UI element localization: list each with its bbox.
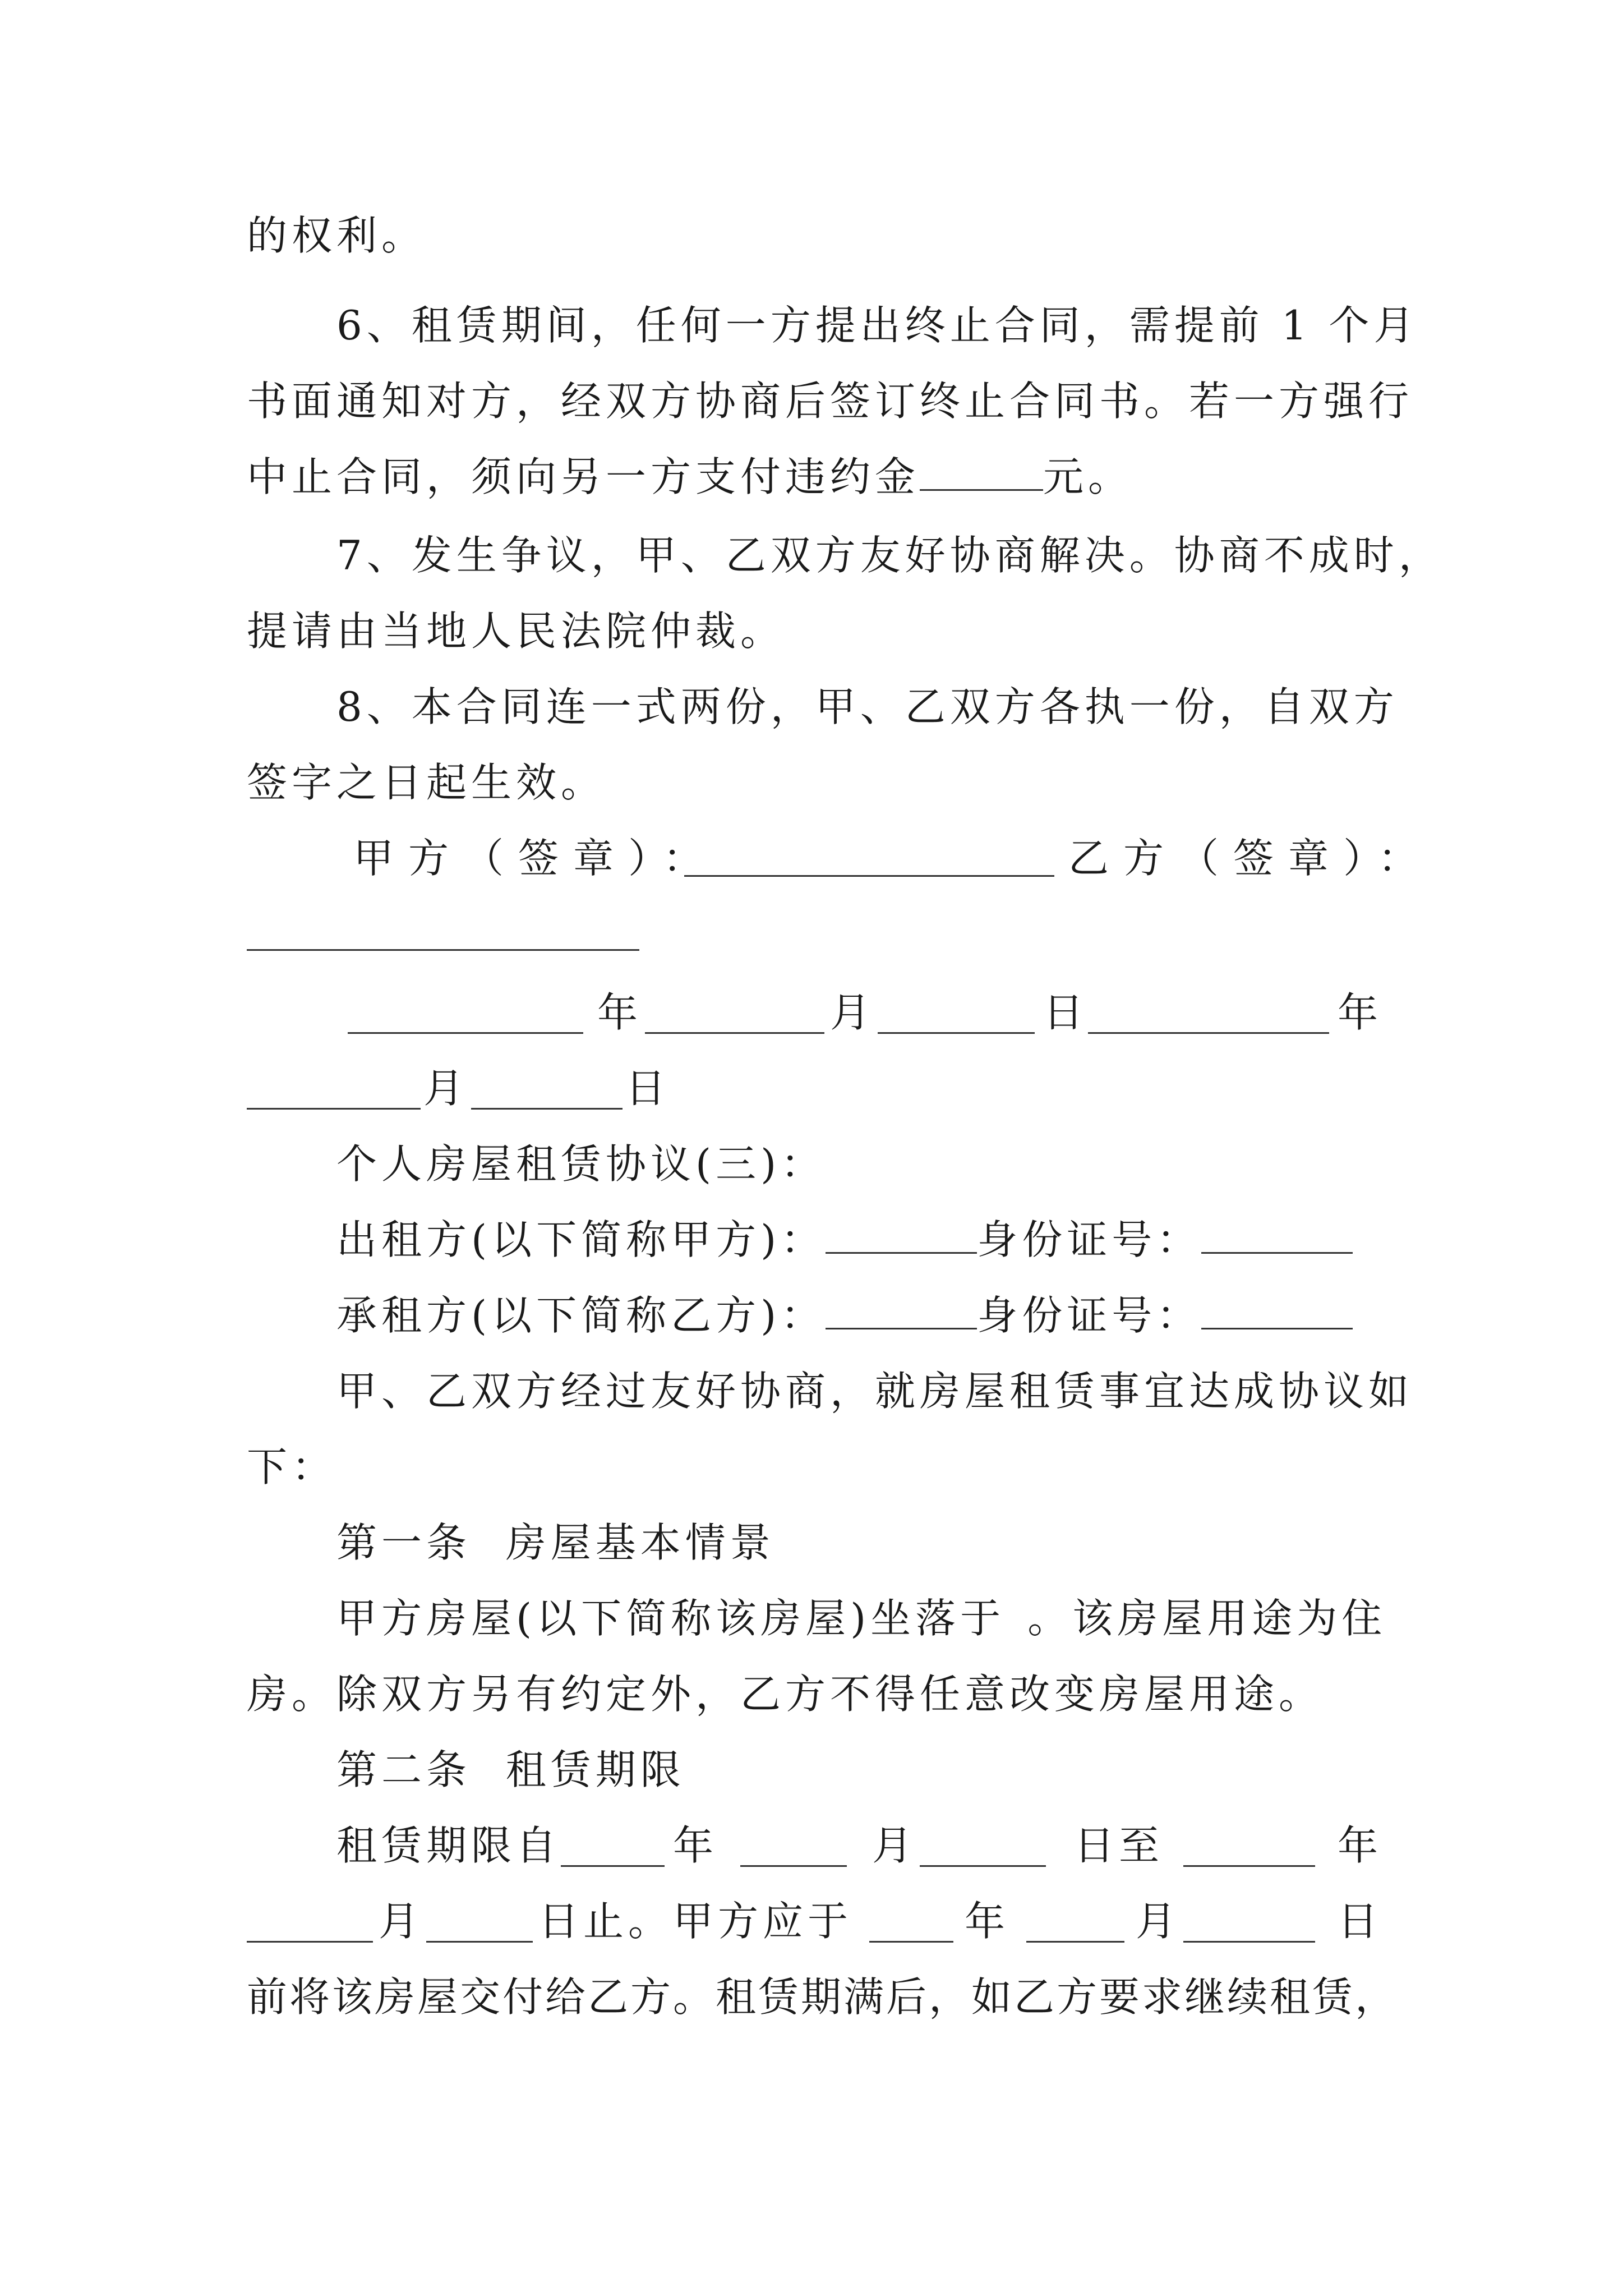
date-a-day-blank bbox=[878, 1032, 1035, 1034]
handover-month-label: 月 bbox=[1136, 1898, 1181, 1945]
end-month-label: 月 bbox=[379, 1898, 424, 1945]
date-b-month-blank bbox=[247, 1108, 421, 1110]
lessee-line: 承租方(以下简称乙方)： 身份证号： bbox=[336, 1287, 1353, 1343]
date-a-day-label: 日 bbox=[1043, 989, 1089, 1036]
date-b-year-blank bbox=[1088, 1032, 1329, 1034]
date-a-month-blank bbox=[645, 1032, 824, 1034]
lessee-name-blank bbox=[826, 1287, 977, 1329]
date-a-year-label: 年 bbox=[597, 989, 643, 1036]
start-year-label: 年 bbox=[673, 1822, 718, 1869]
end-day-blank bbox=[426, 1941, 533, 1943]
handover-day-label: 日 bbox=[1338, 1898, 1383, 1945]
lessee-id-blank bbox=[1201, 1287, 1353, 1329]
text-line: 的权利。 bbox=[247, 212, 427, 259]
date-b-day-blank bbox=[471, 1108, 623, 1110]
start-month-blank bbox=[740, 1865, 847, 1867]
text-line: 甲方房屋(以下简称该房屋)坐落于 。该房屋用途为住 bbox=[336, 1595, 1387, 1642]
text-line: 甲、乙双方经过友好协商，就房屋租赁事宜达成协议如 bbox=[336, 1368, 1414, 1415]
lessor-name-blank bbox=[826, 1212, 977, 1254]
start-year-blank bbox=[561, 1865, 665, 1867]
clause-8: 8、本合同连一式两份，甲、乙双方各执一份，自双方 bbox=[336, 683, 1399, 730]
text-line: 签字之日起生效。 bbox=[247, 759, 606, 806]
signature-party-a-blank bbox=[684, 875, 1054, 877]
start-day-blank bbox=[920, 1865, 1046, 1867]
text-line: 提请由当地人民法院仲裁。 bbox=[247, 608, 786, 655]
date-a-month-label: 月 bbox=[830, 989, 875, 1036]
text-line: 前将该房屋交付给乙方。租赁期满后，如乙方要求继续租赁， bbox=[247, 1973, 1398, 2021]
handover-label: 日止。甲方应于 bbox=[538, 1898, 853, 1945]
penalty-amount-blank bbox=[920, 449, 1043, 491]
handover-day-blank bbox=[1183, 1941, 1315, 1943]
signature-party-b-label: 乙方（签章）： bbox=[1068, 835, 1433, 882]
article-1-heading: 第一条 房屋基本情景 bbox=[336, 1519, 775, 1566]
signature-party-a-label: 甲方（签章）： bbox=[353, 835, 718, 882]
handover-year-label: 年 bbox=[965, 1898, 1010, 1945]
handover-year-blank bbox=[869, 1941, 953, 1943]
handover-month-blank bbox=[1026, 1941, 1124, 1943]
date-a-year-blank bbox=[348, 1032, 583, 1034]
lessor-line: 出租方(以下简称甲方)： 身份证号： bbox=[336, 1212, 1353, 1268]
text-line: 下： bbox=[247, 1443, 337, 1490]
clause-7: 7、发生争议，甲、乙双方友好协商解决。协商不成时， bbox=[336, 532, 1444, 579]
end-year-label: 年 bbox=[1338, 1822, 1383, 1869]
text-line: 中止合同，须向另一方支付违约金 元。 bbox=[247, 449, 1133, 505]
start-month-label: 月 bbox=[872, 1822, 917, 1869]
article-2-heading: 第二条 租赁期限 bbox=[336, 1746, 685, 1793]
end-year-blank bbox=[1183, 1865, 1315, 1867]
start-day-label: 日至 bbox=[1074, 1822, 1164, 1869]
lessor-id-blank bbox=[1201, 1212, 1353, 1254]
clause-6: 6、租赁期间，任何一方提出终止合同，需提前 1 个月 bbox=[336, 302, 1419, 349]
date-b-day-label: 日 bbox=[625, 1065, 671, 1112]
date-b-month-label: 月 bbox=[423, 1065, 469, 1112]
signature-party-b-blank bbox=[247, 949, 639, 951]
date-b-year-label: 年 bbox=[1338, 989, 1383, 1036]
agreement-title: 个人房屋租赁协议(三)： bbox=[336, 1140, 826, 1188]
text-line: 房。除双方另有约定外，乙方不得任意改变房屋用途。 bbox=[247, 1671, 1324, 1718]
text-line: 书面通知对方，经双方协商后签订终止合同书。若一方强行 bbox=[247, 378, 1414, 425]
end-month-blank bbox=[247, 1941, 373, 1943]
lease-term-label: 租赁期限自 bbox=[336, 1822, 561, 1869]
